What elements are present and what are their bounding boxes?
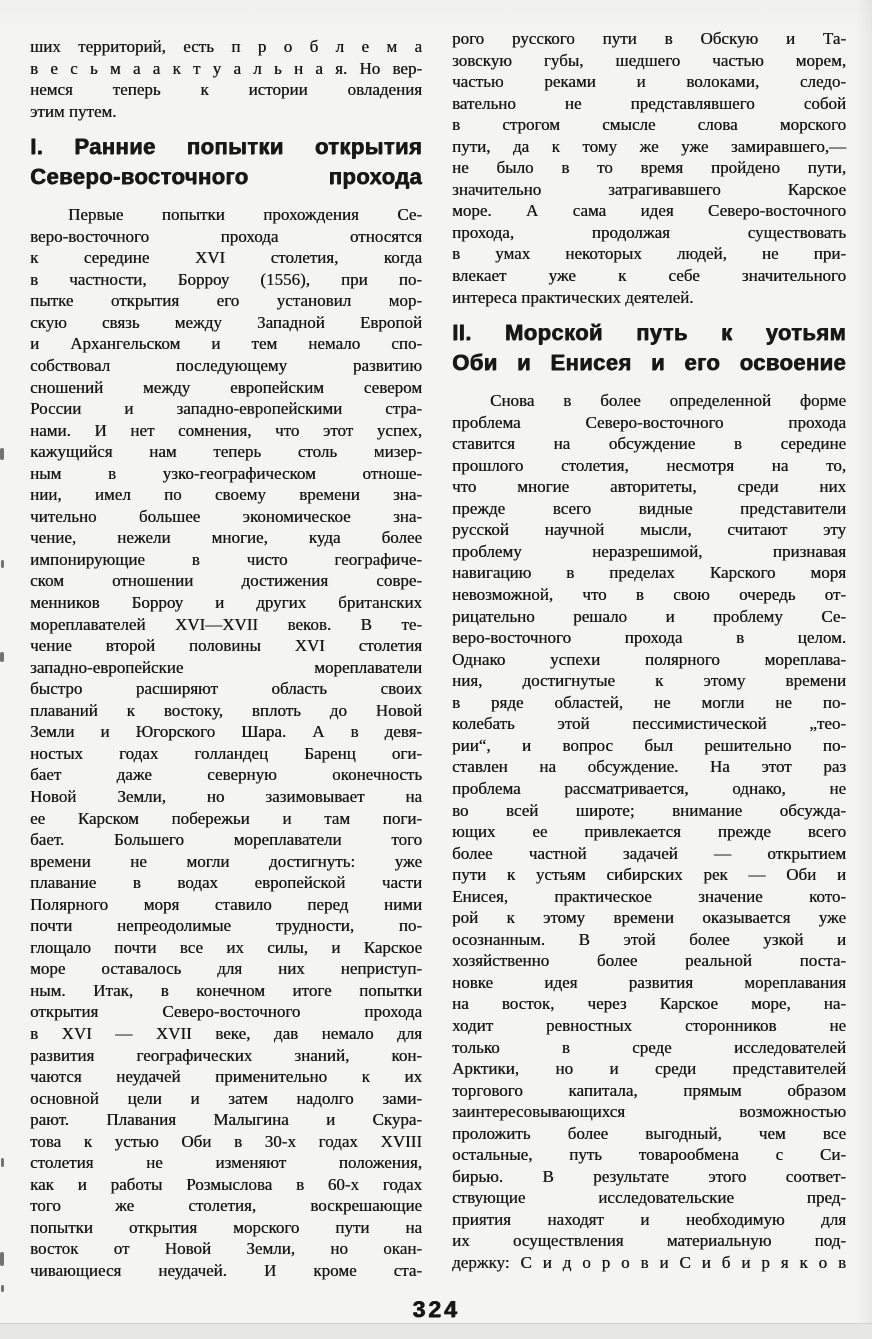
- text-line: того же столетия, воскрешающие: [30, 1196, 422, 1216]
- text-line: плаваний к востоку, вплоть до Новой: [30, 700, 422, 720]
- text-line: остальные, путь товарообмена с Си-: [452, 1145, 846, 1165]
- scan-artifact: [0, 652, 4, 662]
- text-line: и Архангельском и тем немало спо-: [30, 334, 422, 354]
- text-line: влекает уже к себе значительного: [452, 266, 846, 286]
- text-line: II. Морской путь к уотьям: [452, 320, 846, 346]
- text-line: мореплавателей XVI—XVII веков. В те-: [30, 614, 422, 634]
- text-line: пути, да к тому же уже замиравшего,—: [452, 136, 846, 156]
- text-line: развития географических знаний, кон-: [30, 1045, 422, 1065]
- scan-artifact: [0, 1252, 4, 1266]
- text-line: прохода, продолжая существовать: [452, 222, 846, 242]
- left-column: [30, 0, 422, 1282]
- scan-artifact: [1, 1158, 4, 1167]
- text-line: бает. Большего мореплаватели того: [30, 830, 422, 850]
- text-line: прежде всего видные представители: [452, 498, 846, 518]
- text-line: веро-восточного прохода в целом.: [452, 628, 846, 648]
- text-line: в ряде областей, не могли не по-: [452, 692, 846, 712]
- text-line: море. А сама идея Северо-восточного: [452, 201, 846, 221]
- scan-artifact: [1, 560, 4, 568]
- text-line: скую связь между Западной Европой: [30, 312, 422, 332]
- text-line: Северо-восточного прохода: [30, 164, 422, 190]
- section-2-body: [452, 390, 846, 1273]
- text-line: това к устью Оби в 30-х годах XVIII: [30, 1131, 422, 1151]
- text-line: Первые попытки прохождения Се-: [68, 205, 422, 225]
- text-line: русской научной мысли, считают эту: [452, 520, 846, 540]
- text-line: пути к устьям сибирских рек — Оби и: [452, 865, 846, 885]
- scan-artifact: [1, 1285, 4, 1292]
- text-line: бает даже северную оконечность: [30, 765, 422, 785]
- text-line: не было в то время пройдено пути,: [452, 158, 846, 178]
- text-line: кажущийся нам теперь столь мизер-: [30, 442, 422, 462]
- text-line: рого русского пути в Обскую и Та-: [452, 29, 846, 48]
- text-line: ходит ревностных сторонников не: [452, 1015, 846, 1035]
- text-line: в строгом смысле слова морского: [452, 115, 846, 135]
- text-line: вательно не представлявшего собой: [452, 93, 846, 113]
- text-line: море оставалось для них неприступ-: [30, 959, 422, 979]
- text-line: чение, нежели многие, куда более: [30, 528, 422, 548]
- text-line: на восток, через Карское море, на-: [452, 994, 846, 1014]
- text-line: проблему неразрешимой, признавая: [452, 541, 846, 561]
- text-line: восток от Новой Земли, но окан-: [30, 1239, 422, 1259]
- page-number: 324: [412, 1296, 460, 1322]
- text-line: прошлого столетия, несмотря на то,: [452, 455, 846, 475]
- paragraph-continuation-right: [452, 28, 846, 308]
- section-1-body: [30, 204, 422, 1281]
- text-line: рают. Плавания Малыгина и Скура-: [30, 1110, 422, 1130]
- text-line: держку: С и д о р о в и С и б и р я к о в: [452, 1252, 846, 1272]
- section-heading-1: [30, 132, 422, 192]
- text-line: интереса практических деятелей.: [452, 287, 694, 307]
- text-line: навигацию в пределах Карского моря: [452, 563, 846, 583]
- text-line: в частности, Борроу (1556), при по-: [30, 269, 422, 289]
- text-line: Земли и Югорского Шара. А в девя-: [30, 722, 422, 742]
- text-line: только в среде исследователей: [452, 1037, 846, 1057]
- text-line: торгового капитала, прямым образом: [452, 1080, 846, 1100]
- text-line: сношений между европейским севером: [30, 377, 422, 397]
- text-line: что многие авторитеты, среди них: [452, 477, 846, 497]
- text-line: глощало почти все их силы, и Карское: [30, 937, 422, 957]
- text-line: ным в узко-географическом отноше-: [30, 463, 422, 483]
- text-line: столетия не изменяют положения,: [30, 1153, 422, 1173]
- text-line: приятия находят и необходимую для: [452, 1209, 846, 1229]
- text-line: ным. Итак, в конечном итоге попытки: [30, 980, 422, 1000]
- text-line: Арктики, но и среди представителей: [452, 1059, 846, 1079]
- text-line: в умах некоторых людей, не при-: [452, 244, 846, 264]
- text-line: чаются неудачей применительно к их: [30, 1067, 422, 1087]
- text-line: значительно затрагивавшего Карское: [452, 179, 846, 199]
- text-line: как и работы Розмыслова в 60-х годах: [30, 1174, 422, 1194]
- text-line: Снова в более определенной форме: [490, 391, 846, 411]
- text-line: веро-восточного прохода относятся: [30, 226, 422, 246]
- text-line: в е с ь м а а к т у а л ь н а я. Но вер-: [30, 58, 422, 78]
- text-line: частью реками и волоками, следо-: [452, 72, 846, 92]
- text-line: попытки открытия морского пути на: [30, 1217, 422, 1237]
- text-line: чение второй половины XVI столетия: [30, 636, 422, 656]
- text-line: времени не могли достигнуть: уже: [30, 851, 422, 871]
- text-line: нами. И нет сомнения, что этот успех,: [30, 420, 422, 440]
- paragraph-continuation-left: [30, 36, 422, 122]
- text-line: быстро расширяют область своих: [30, 679, 422, 699]
- text-line: проблема рассматривается, однако, не: [452, 778, 846, 798]
- section-heading-2: [452, 318, 846, 378]
- text-line: чивающиеся неудачей. И кроме ста-: [30, 1260, 422, 1280]
- text-line: рии“, и вопрос был решительно по-: [452, 735, 846, 755]
- text-line: немся теперь к истории овладения: [30, 80, 422, 100]
- text-line: пытке открытия его установил мор-: [30, 291, 422, 311]
- text-line: проблема Северо-восточного прохода: [452, 412, 846, 432]
- text-line: чительно большее экономическое зна-: [30, 506, 422, 526]
- text-line: менников Борроу и других британских: [30, 593, 422, 613]
- text-line: их осуществления материальную под-: [452, 1231, 846, 1251]
- text-line: Новой Земли, но зазимовывает на: [30, 786, 422, 806]
- text-line: плавание в водах европейской части: [30, 873, 422, 893]
- text-line: невозможной, что в свою очередь от-: [452, 585, 846, 605]
- text-line: Полярного моря ставило перед ними: [30, 894, 422, 914]
- text-line: хозяйственно более реальной поста-: [452, 951, 846, 971]
- text-line: в XVI — XVII веке, дав немало для: [30, 1023, 422, 1043]
- text-line: во всей широте; внимание обсужда-: [452, 800, 846, 820]
- text-line: основной цели и затем надолго зами-: [30, 1088, 422, 1108]
- scan-bottom-edge: [0, 1323, 872, 1339]
- scan-artifact: [0, 448, 4, 460]
- text-line: этим путем.: [30, 101, 117, 121]
- text-line: колебать этой пессимистической „тео-: [452, 714, 846, 734]
- text-line: к середине XVI столетия, когда: [30, 248, 422, 268]
- text-line: Однако успехи полярного мореплава-: [452, 649, 846, 669]
- text-line: ском отношении достижения совре-: [30, 571, 422, 591]
- text-line: почти непреодолимые трудности, по-: [30, 916, 422, 936]
- text-line: рой к этому времени оказывается уже: [452, 908, 846, 928]
- text-line: рицательно решало и проблему Се-: [452, 606, 846, 626]
- text-line: бирью. В результате этого соответ-: [452, 1166, 846, 1186]
- text-line: осознанным. В этой более узкой и: [452, 929, 846, 949]
- text-line: нии, имел по своему времени зна-: [30, 485, 422, 505]
- text-line: ния, достигнутые к этому времени: [452, 671, 846, 691]
- text-line: ставлен на обсуждение. На этот раз: [452, 757, 846, 777]
- right-column: [452, 0, 846, 1274]
- text-line: ее Карском побережьи и там поги-: [30, 808, 422, 828]
- text-line: ставится на обсуждение в середине: [452, 434, 846, 454]
- text-line: России и западно-европейскими стра-: [30, 399, 422, 419]
- text-line: импонирующие в чисто географиче-: [30, 549, 422, 569]
- text-line: ших территорий, есть п р о б л е м а: [30, 37, 422, 56]
- text-line: западно-европейские мореплаватели: [30, 657, 422, 677]
- text-line: зовскую губы, шедшего частью морем,: [452, 50, 846, 70]
- text-line: ностых годах голландец Баренц оги-: [30, 743, 422, 763]
- text-line: заинтересовывающихся возможностью: [452, 1102, 846, 1122]
- text-line: собствовал последующему развитию: [30, 356, 422, 376]
- text-line: проложить более выгодный, чем все: [452, 1123, 846, 1143]
- text-line: ствующие исследовательские пред-: [452, 1188, 846, 1208]
- scan-edge-shade: [856, 0, 872, 1339]
- text-line: открытия Северо-восточного прохода: [30, 1002, 422, 1022]
- text-line: Енисея, практическое значение кото-: [452, 886, 846, 906]
- text-line: Оби и Енисея и его освоение: [452, 350, 846, 376]
- text-line: I. Ранние попытки открытия: [30, 134, 422, 160]
- text-line: новке идея развития мореплавания: [452, 972, 846, 992]
- text-line: ющих ее привлекается прежде всего: [452, 822, 846, 842]
- text-line: более частной задачей — открытием: [452, 843, 846, 863]
